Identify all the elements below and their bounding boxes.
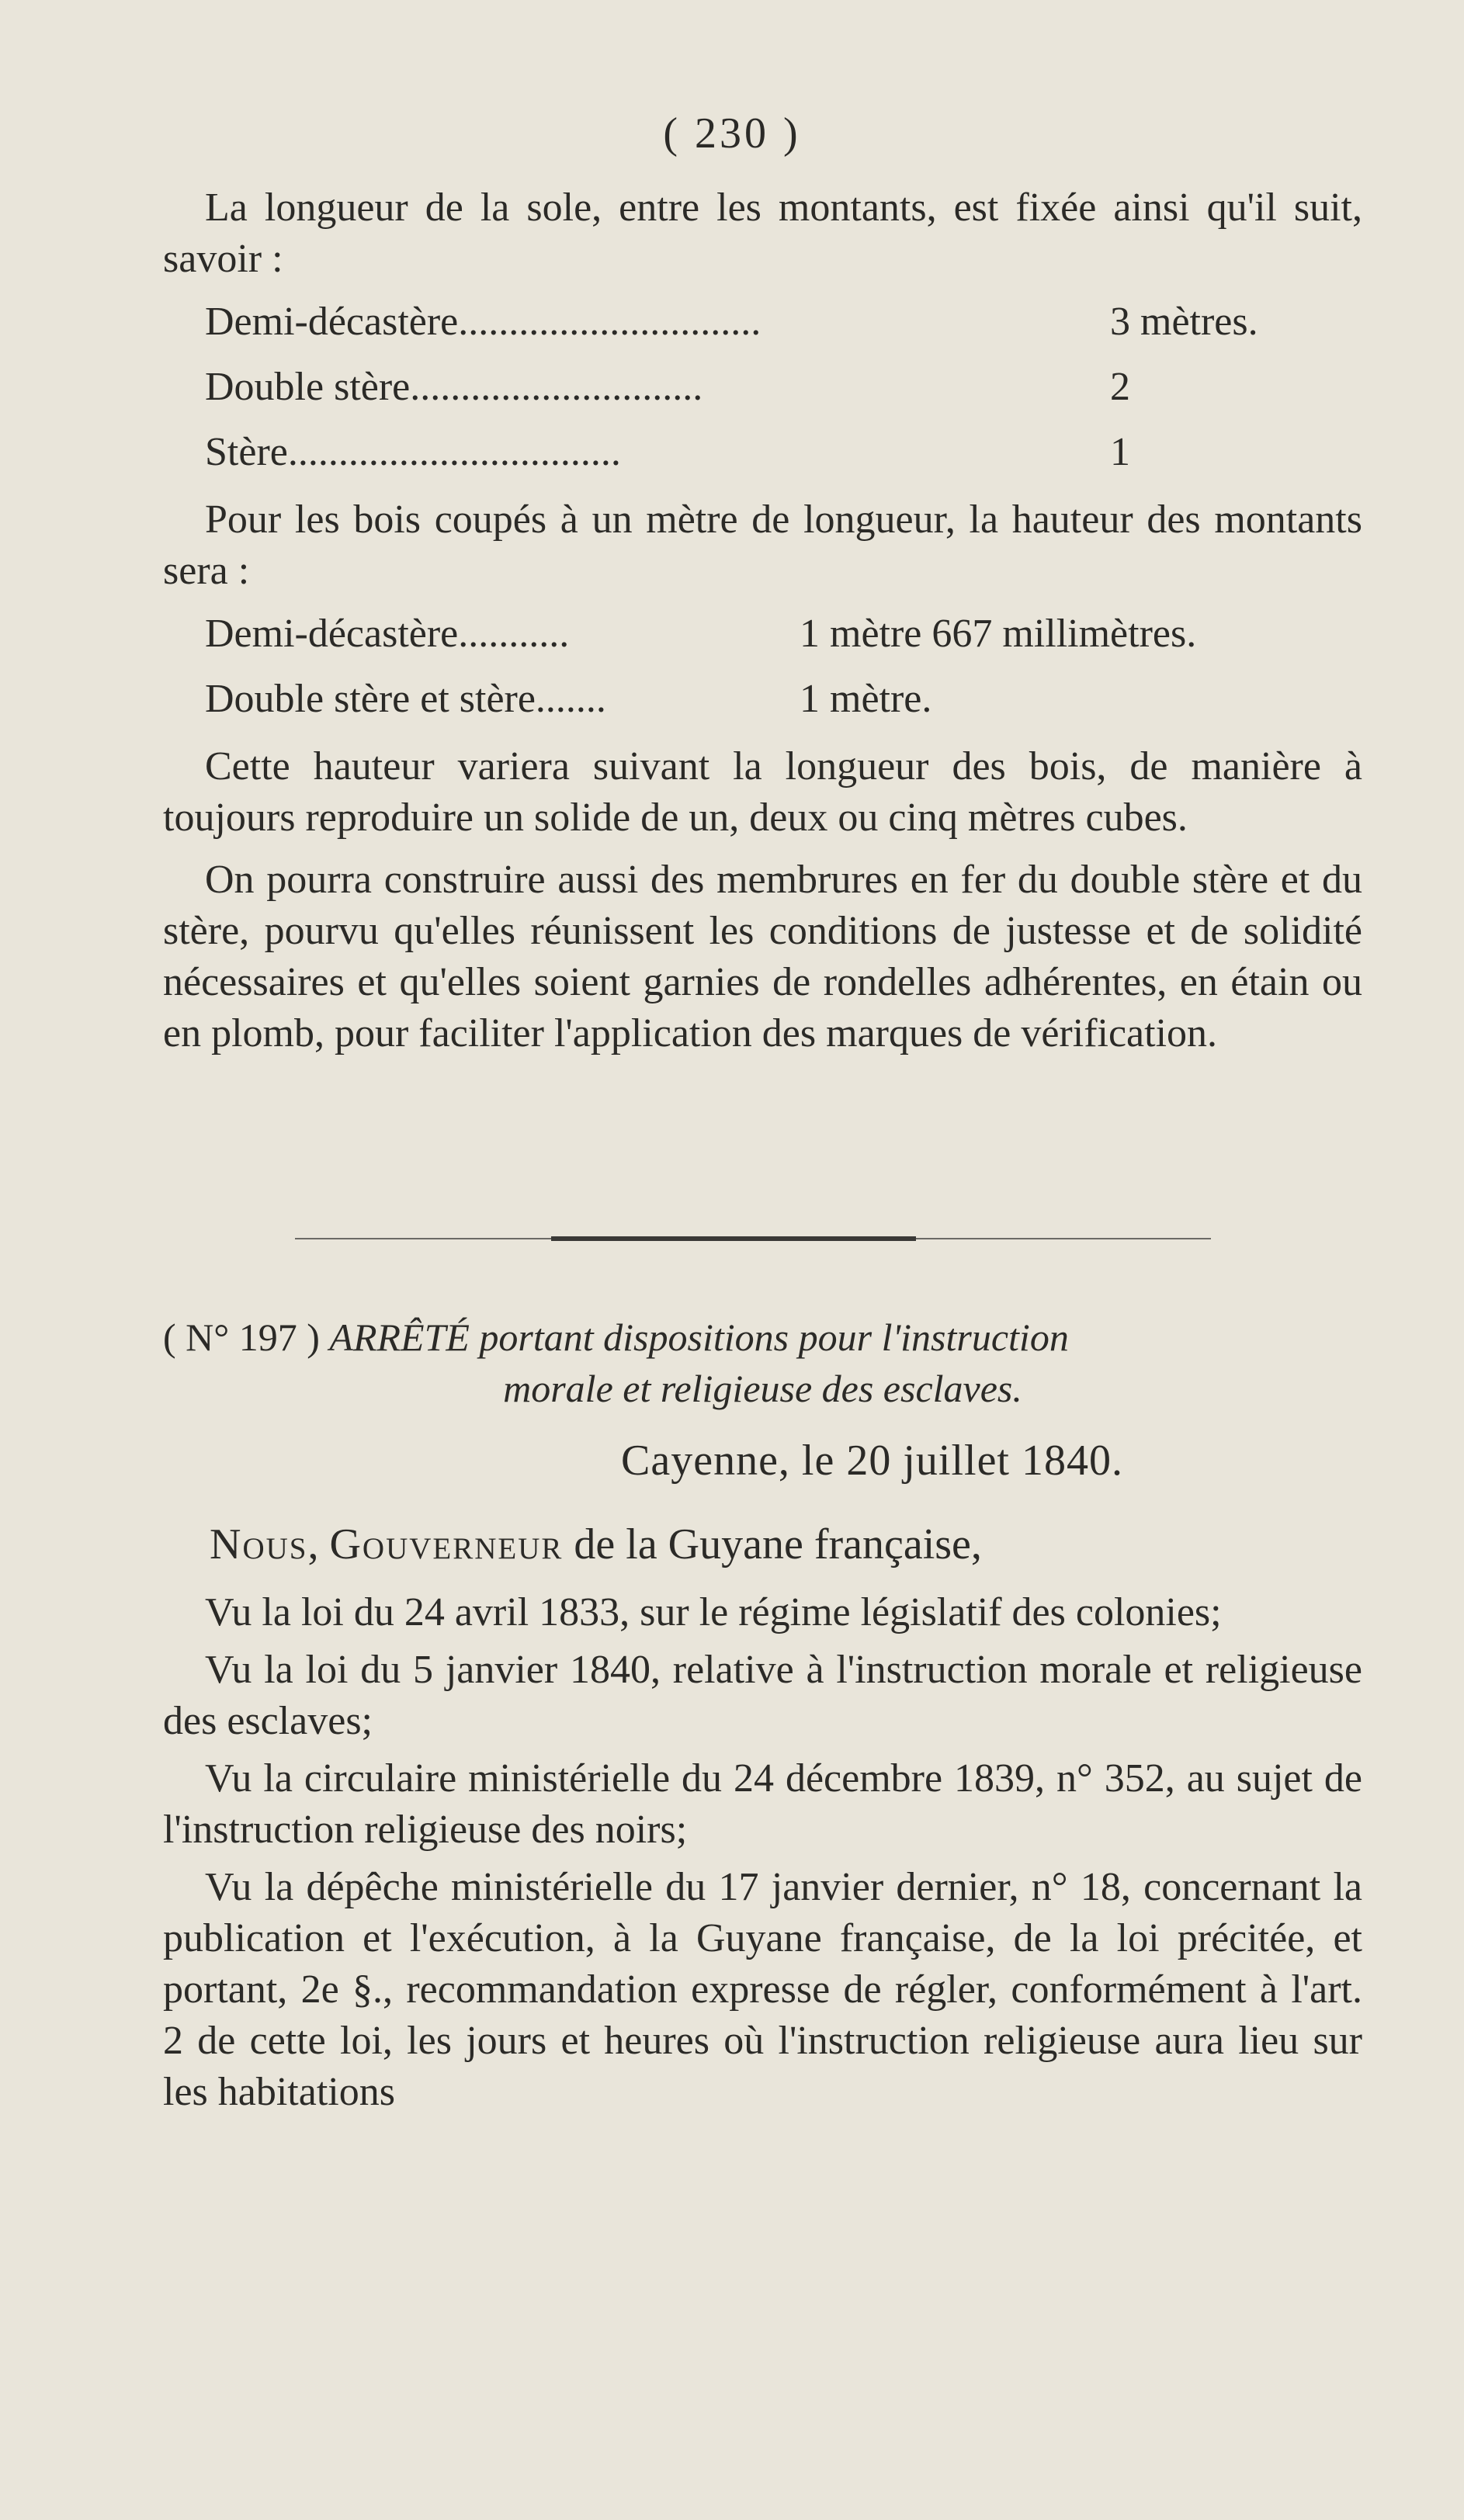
paragraph-intro: La longueur de la sole, entre les montants, est fixée ainsi qu'il suit, savoir : — [163, 185, 1362, 281]
decree-number: ( N° 197 ) — [163, 1315, 320, 1359]
list-value: 3 mètres. — [1110, 300, 1258, 344]
page-number: ( 230 ) — [663, 109, 801, 158]
dateline: Cayenne, le 20 juillet 1840. — [621, 1437, 1123, 1485]
decree-title-line1: ARRÊTÉ portant dispositions pour l'instruction — [329, 1315, 1069, 1359]
list-label: Demi-décastère.............................. — [205, 300, 761, 344]
considerant-item: Vu la loi du 5 janvier 1840, relative à l'instruction morale et religieuse des esclaves; — [163, 1648, 1362, 1743]
decree-heading — [163, 1312, 1362, 1414]
list-item — [163, 611, 1362, 676]
list-value: 1 mètre 667 millimètres. — [800, 612, 1197, 656]
paragraph-height: Pour les bois coupés à un mètre de longueur, la hauteur des montants sera : — [163, 497, 1362, 593]
list-item — [163, 676, 1362, 741]
list-value: 2 — [1110, 365, 1130, 409]
list-label: Double stère et stère....... — [205, 677, 606, 721]
paragraph-variation: Cette hauteur variera suivant la longueur des bois, de manière à toujours reproduire un solide de un, deux ou cinq mètres cubes. — [163, 744, 1362, 840]
section-divider — [295, 1236, 1211, 1241]
considerants — [163, 1587, 1362, 2124]
gov-nous: Nous — [210, 1520, 308, 1569]
paragraph-iron-frames: On pourra construire aussi des membrures en fer du double stère et du stère, pourvu qu'elles réunissent les conditions de justesse et de solidité nécessaires et qu'elles soient garnies de rondelles adhérentes, en étain ou en plomb, pour faciliter l'application des marques de vérification. — [163, 858, 1362, 1055]
gov-title: Gouverneur — [329, 1520, 564, 1569]
governor-heading: Nous, Gouverneur de la Guyane française, — [210, 1520, 982, 1569]
section-sole-length — [163, 182, 1362, 1059]
decree-title-line2: morale et religieuse des esclaves. — [503, 1367, 1022, 1410]
list-value: 1 — [1110, 430, 1130, 474]
list-label: Stère................................. — [205, 430, 621, 474]
list-label: Demi-décastère........... — [205, 612, 570, 656]
considerant-item: Vu la dépêche ministérielle du 17 janvier dernier, n° 18, concernant la publication et l'exécution, à la Guyane française, de la loi précitée, et portant, 2e §., recommandation expresse de régler, conformément à l'art. 2 de cette loi, les jours et heures où l'instruction religieuse aura lieu sur les habitations — [163, 1865, 1362, 2114]
list-item — [163, 429, 1362, 494]
gov-rest: de la Guyane française, — [563, 1520, 982, 1569]
considerant-item: Vu la circulaire ministérielle du 24 décembre 1839, n° 352, au sujet de l'instruction religieuse des noirs; — [163, 1756, 1362, 1852]
list-item — [163, 364, 1362, 429]
list-label: Double stère............................. — [205, 365, 703, 409]
divider-thick-line — [551, 1236, 916, 1241]
list-item — [163, 299, 1362, 364]
considerant-item: Vu la loi du 24 avril 1833, sur le régime législatif des colonies; — [205, 1590, 1222, 1634]
list-value: 1 mètre. — [800, 677, 932, 721]
